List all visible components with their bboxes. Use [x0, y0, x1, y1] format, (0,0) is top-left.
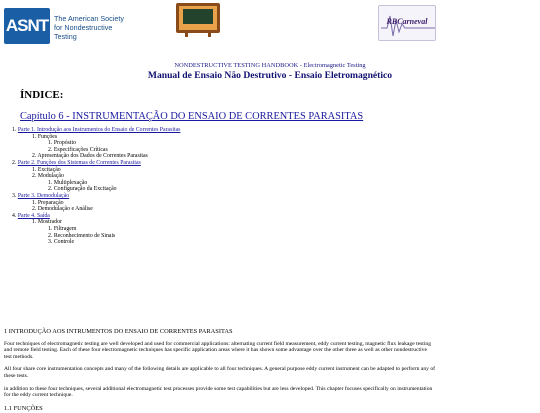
toc-item-label: Mostrador [37, 219, 62, 226]
toc-item-label: Propósito [53, 140, 77, 147]
toc-item [0, 134, 540, 141]
toc-item-label: Apresentação dos Dados de Correntes Parasitas [37, 153, 148, 160]
toc-item[interactable] [0, 193, 540, 200]
toc-item[interactable] [0, 127, 540, 134]
toc-item-number: 3. [48, 239, 53, 246]
toc-item-label: Especificações Críticas [53, 146, 108, 153]
toc-item-number: 2. [32, 206, 37, 213]
toc-item-number: 1. [12, 127, 17, 133]
toc-item [0, 219, 540, 226]
toc-item-label: Filtragem [53, 225, 77, 232]
toc-item-label: Reconhecimento de Sinais [53, 232, 116, 239]
chalkboard-surface [183, 9, 213, 24]
toc-item [0, 173, 540, 180]
chalkboard-leg-left [185, 30, 188, 37]
toc-item [0, 233, 540, 240]
asnt-logo-mark: ASNT [4, 8, 50, 44]
toc-item-number: 2. [32, 153, 37, 160]
table-of-contents [0, 127, 540, 246]
toc-item-label: Configuração da Excitação [53, 186, 117, 193]
asnt-logo-line2: for Nondestructive Testing [54, 23, 113, 41]
toc-item-number: 2. [12, 159, 17, 166]
chalkboard-leg-right [208, 30, 211, 37]
toc-item-number: 2. [48, 146, 53, 153]
index-heading: ÍNDICE: [20, 89, 64, 101]
toc-item [0, 226, 540, 233]
toc-part-link[interactable]: Parte 4. Saída [17, 212, 50, 219]
rbcarneval-logo[interactable] [378, 5, 436, 41]
toc-part-link[interactable]: Parte 1. Introdução aos Instrumentos do Ensaio de Correntes Parasitas [17, 127, 181, 133]
toc-item[interactable] [0, 160, 540, 167]
toc-item-label: Modulação [37, 173, 64, 180]
toc-item-number: 4. [12, 212, 17, 219]
toc-item-number: 1. [32, 219, 37, 226]
toc-item [0, 206, 540, 213]
toc-item [0, 147, 540, 154]
toc-item-label: Controle [53, 239, 75, 246]
paragraph-2: All four share core instrumentation concepts and many of the following details are applicable to all four techniques. A general purpose eddy current instrument can be adapted to perform any of these tests. [4, 366, 436, 380]
page-header [0, 0, 540, 56]
rbcarneval-logo-text: RBCarneval [386, 17, 428, 26]
toc-part-link[interactable]: Parte 2. Funções dos Sistemas de Correntes Parasitas [17, 159, 141, 166]
toc-item-label: Funções [37, 133, 58, 140]
toc-item-number: 2. [32, 173, 37, 180]
asnt-logo[interactable] [4, 8, 130, 44]
toc-item-label: Multiplexação [53, 179, 88, 186]
toc-item-number: 1. [32, 199, 37, 206]
toc-item-number: 1. [48, 140, 53, 147]
toc-item [0, 140, 540, 147]
page-title: Manual de Ensaio Não Destrutivo - Ensaio Eletromagnético [147, 70, 393, 81]
section-1-title: 1 INTRODUÇÃO AOS INTRUMENTOS DO ENSAIO DE CORRENTES PARASITAS [4, 327, 233, 335]
toc-item-label: Preparação [37, 199, 64, 206]
section-1-1-title: 1.1 FUNÇÕES [4, 404, 43, 412]
chapter-link[interactable]: Capítulo 6 - INSTRUMENTAÇÃO DO ENSAIO DE CORRENTES PARASITAS [20, 111, 364, 122]
toc-item-number: 1. [48, 225, 53, 232]
asnt-logo-text [54, 14, 134, 41]
toc-item [0, 200, 540, 207]
toc-part-link[interactable]: Parte 3. Demodulação [17, 192, 70, 199]
chalkboard-icon[interactable] [176, 3, 220, 33]
title-block [0, 62, 540, 82]
toc-item-number: 1. [48, 179, 53, 186]
asnt-logo-line1: The American Society [54, 14, 124, 23]
toc-item [0, 186, 540, 193]
toc-item [0, 167, 540, 174]
toc-item-number: 1. [32, 166, 37, 173]
toc-item-label: Excitação [37, 166, 61, 173]
toc-item-number: 2. [48, 232, 53, 239]
paragraph-3: in addition to these four techniques, several additional electromagnetic test processes provide some test capabilities but are less developed. This chapter focuses specifically on instrumentation for the eddy current technique. [4, 385, 433, 399]
toc-item [0, 239, 540, 246]
toc-item-number: 3. [12, 192, 17, 199]
toc-item [0, 153, 540, 160]
handbook-subheading: NONDESTRUCTIVE TESTING HANDBOOK - Electromagnetic Testing [174, 62, 366, 69]
toc-item-number: 2. [48, 186, 53, 193]
paragraph-1: Four techniques of electromagnetic testing are well developed and used for commercial applications: alternating current field measurement, eddy current testing, magnetic flux leakage testing and remote field testing. Each of these four electromagnetic techniques has specific application areas where it has shown some advantage over the other three as well as other nondestructive test methods. [4, 340, 431, 360]
spacer [0, 246, 540, 328]
toc-item-label: Demodulação e Análise [37, 206, 93, 213]
toc-item-number: 1. [32, 133, 37, 140]
toc-item[interactable] [0, 213, 540, 220]
